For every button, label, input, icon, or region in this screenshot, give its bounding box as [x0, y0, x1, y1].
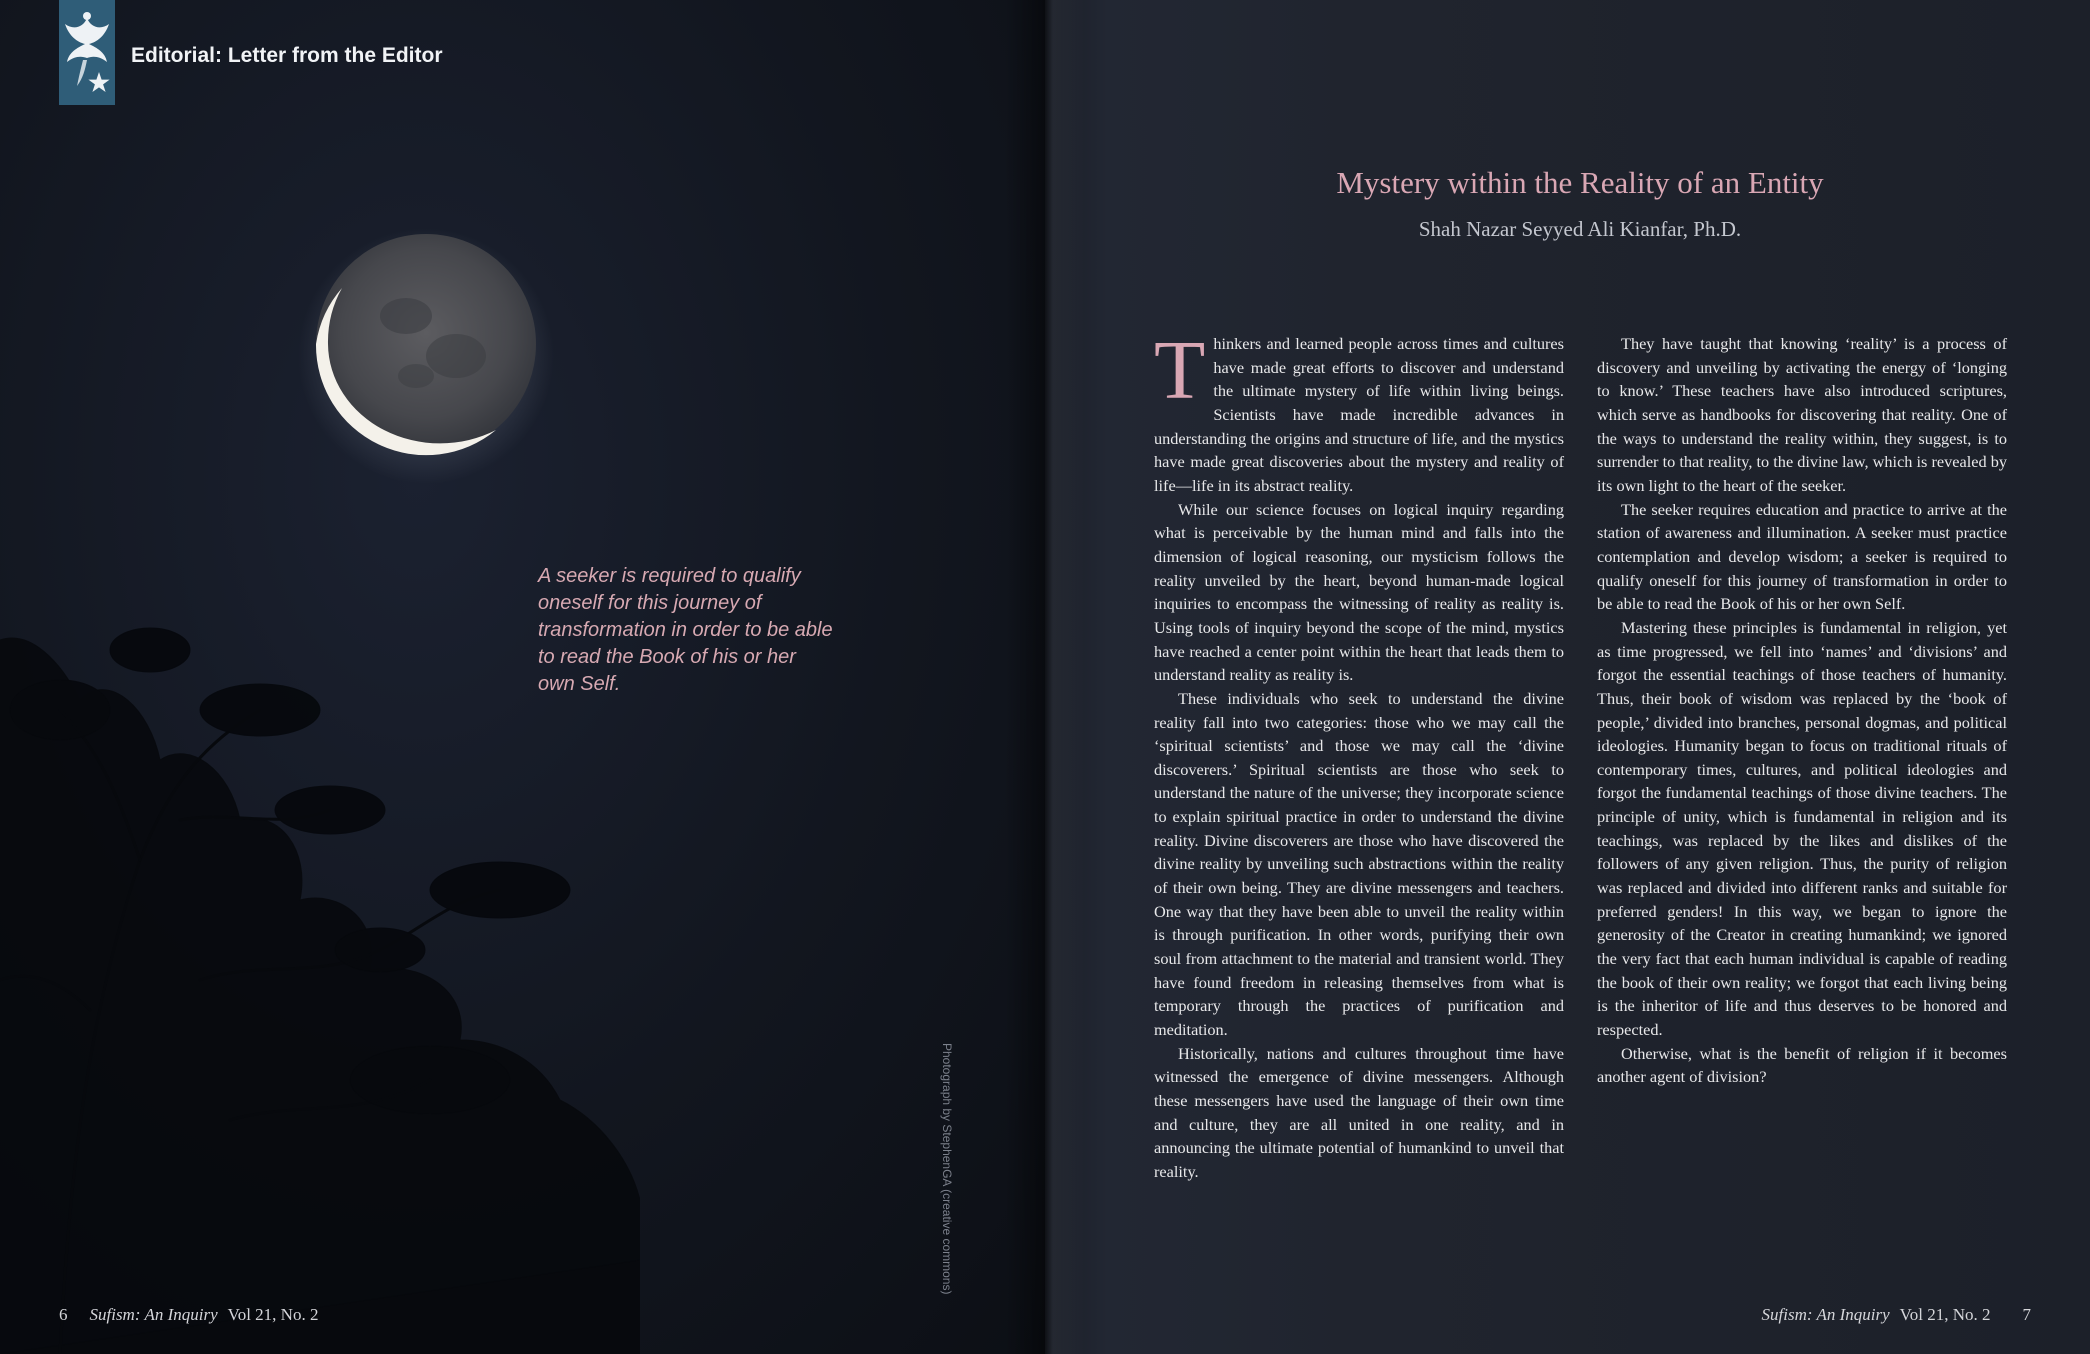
paragraph-7: Mastering these principles is fundamental in religion, yet as time progressed, we fell into ‘names’ and ‘divisions’ and forgot the essential teachings of those teachers of humanity. Thus, their book of wisdom was replaced by the ‘book of people,’ divided into branches, personal dogmas, and political ideologies. Humanity began to focus on traditional rituals of contemporary times, cultures, and political ideologies and forgot the fundamental teachings of those divine teachers. The principle of unity, which is fundamental in religion and its teachings, was replaced by the likes and dislikes of the followers of any given religion. Thus, the purity of religion was replaced and divided into different ranks and suitable for preferred genders! In this way, we began to ignore the generosity of the Creator in creating humankind; we ignored the very fact that each human individual is capable of reading the book of their own reality; we forgot that each living being is the inheritor of life and thus deserves to be honored and respected.	[1597, 617, 2007, 1040]
section-label: Editorial: Letter from the Editor	[131, 44, 443, 67]
paragraph-4: Historically, nations and cultures throughout time have witnessed the emergence of divine messengers. Although these messengers have used the language of their own time and culture, they are all united in one reality, and in announcing the ultimate potential of humankind to unveil that reality.	[1154, 1043, 1564, 1181]
gutter-shadow	[1005, 0, 1085, 1354]
page-number-right: 7	[2022, 1305, 2031, 1324]
article-column-1	[1154, 324, 1564, 1184]
journal-name-right: Sufism: An Inquiry	[1761, 1305, 1890, 1324]
paragraph-5: They have taught that knowing ‘reality’ is a process of discovery and unveiling by activating the energy of ‘longing to know.’ These teachers have also introduced scriptures, which serve as handbooks for discovering that reality. One of the ways to understand the reality within, they suggest, is to surrender to that reality, to the divine law, which is revealed by its own light to the heart of the seeker.	[1597, 334, 2007, 495]
crescent-moon-image	[296, 226, 556, 486]
phoenix-star-icon	[59, 0, 115, 105]
issue-right: Vol 21, No. 2	[1899, 1305, 1991, 1324]
article-column-2	[1597, 332, 2007, 1089]
folio-right	[1762, 1305, 2031, 1325]
paragraph-6: The seeker requires education and practice to arrive at the station of awareness and illumination. A seeker must practice contemplation and develop wisdom; a seeker is required to qualify oneself for this journey of transformation in order to be able to read the Book of his or her own Self.	[1597, 499, 2007, 614]
photo-credit: Photograph by StephenGA (creative commons)	[940, 1043, 954, 1295]
paragraph-2: While our science focuses on logical inquiry regarding what is perceivable by the human mind and falls into the dimension of logical reasoning, our mysticism follows the reality unveiled by the heart, beyond human-made logical inquiries to encompass the witnessing of reality as reality is. Using tools of inquiry beyond the scope of the mind, mystics have reached a center point within the heart that leads them to understand reality as reality is.	[1154, 499, 1564, 685]
paragraph-8: Otherwise, what is the benefit of religion if it becomes another agent of division?	[1597, 1043, 2007, 1087]
paragraph-3: These individuals who seek to understand the divine reality fall into two categories: those who we may call the ‘spiritual scientists’ and those we may call the ‘divine discoverers.’ Spiritual scientists are those who seek to understand the nature of the universe; they incorporate science to explain spiritual practice in order to understand the divine reality. Divine discoverers are those who have discovered the divine reality by unveiling such abstractions within the reality of their own being. They are divine messengers and teachers. One way that they have been able to unveil the reality within is through purification. In other words, purifying their own soul from attachment to the material and transient world. They have found freedom in releasing themselves from what is temporary through the practices of purification and meditation.	[1154, 688, 1564, 1040]
article-title: Mystery within the Reality of an Entity	[1336, 165, 1824, 200]
article-author: Shah Nazar Seyyed Ali Kianfar, Ph.D.	[1418, 217, 1742, 241]
logo-badge	[59, 0, 115, 105]
drop-cap: T	[1154, 324, 1206, 417]
journal-name-left: Sufism: An Inquiry	[89, 1305, 218, 1324]
pull-quote: A seeker is required to qualify oneself for this journey of transformation in order to be able to read the Book of his or her own Self.	[538, 565, 833, 695]
issue-left: Vol 21, No. 2	[227, 1305, 319, 1324]
paragraph-1: Thinkers and learned people across times and cultures have made great efforts to discover and understand the ultimate mystery of life within living beings. Scientists have made incredible advances in understanding the origins and structure of life, and the mystics have made great discoveries about the mystery and reality of life—life in its abstract reality.	[1154, 324, 1564, 495]
page-number-left: 6	[59, 1305, 68, 1324]
folio-left	[59, 1305, 328, 1325]
